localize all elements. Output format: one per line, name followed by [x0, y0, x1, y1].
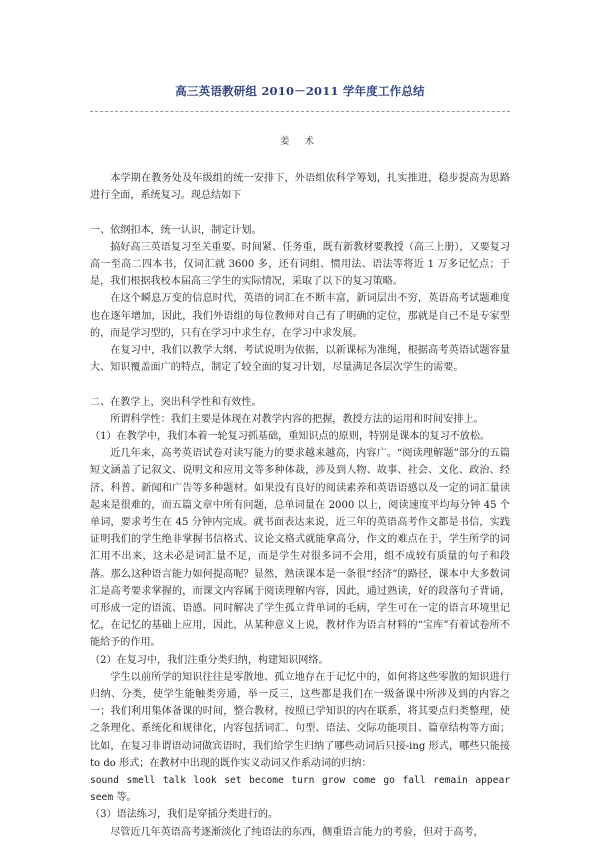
section-2-paragraph-3: 学生以前所学的知识往往是零散地、孤立地存在于记忆中的，如何将这些零散的知识进行归纳、分类，使学生能触类旁通，举一反三，这些都是我们在一级备课中所涉及到的内容之一；我们利用集体备课的时间，整合教材，按照已学知识的内在联系，将其要点归类整理，使之条理化、系统化和规律化，内容包括词汇、句型、语法、交际功能项目、篇章结构等方面；比如，在复习非谓语动词做宾语时，我们给学生归纳了哪些动词后只接-ing 形式，哪些只能接 to do 形式；在教材中出现的既作实义动词又作系动词的归纳：	[90, 671, 510, 769]
section-1-heading: 一、依纲扣本，统一认识，制定计划。	[90, 224, 262, 236]
section-2-paragraph-1: 所谓科学性：我们主要是体现在对教学内容的把握，教授方法的运用和时间安排上。	[110, 413, 484, 425]
section-2-paragraph-2: 近几年来，高考英语试卷对读写能力的要求越来越高，内容广。“阅读理解题”部分的五篇短文涵盖了记叙文、说明文和应用文等多种体裁，涉及到人物、故事、社会、文化、政治、经济、科普、新闻和广告等多种题材。如果没有良好的阅读素养和英语语感以及一定的词汇量读起来是很难的，而五篇文章中所有问题，总单词量在 2000 以上，阅读速度平均每分钟 45 个单词，要求考生在 45 分钟内完成。就书面表达来说，近三年的英语高考作文都是书信，实践证明我们的学生绝非掌握书信格式、议论文格式就能拿高分，作文的难点在于，学生所学的词汇用不出来，这未必是词汇量不足，而是学生对很多词不会用，组不成较有质量的句子和段落。那么这种语言能力如何提高呢？显然，熟读课本是一条很“经济”的路径，课本中大多数词汇是高考要求掌握的，而课文内容属于阅读理解内容，因此，通过熟读，好的段落句子背诵，可形成一定的语流、语感。同时解决了学生孤立背单词的毛病，学生可在一定的语言环境里记忆，在记忆的基础上应用，因此，从某种意义上说，教材作为语言材料的“宝库”有着试卷所不能给予的作用。	[90, 448, 510, 649]
section-2-item-2: （2）在复习中，我们注重分类归纳，构建知识网络。	[90, 654, 329, 666]
verb-list: sound smell talk look set become turn grow come go fall remain appear seem	[90, 775, 510, 804]
section-1-paragraph-3: 在复习中，我们以教学大纲、考试说明为依据，以新课标为准绳，根据高考英语试题容量大、知识覆盖面广的特点，制定了较全面的复习计划，尽量满足各层次学生的需要。	[90, 345, 510, 374]
section-1-paragraph-1: 搞好高三英语复习至关重要。时间紧、任务重，既有新教材要教授（高三上册），又要复习高一至高二四本书，仅词汇就 3600 多，还有词组、惯用法、语法等将近 1 万多记忆点；于是，我们根据我校本届高三学生的实际情况，采取了以下的复习策略。	[90, 241, 510, 288]
section-2-paragraph-4: 尽管近几年英语高考逐渐淡化了纯语法的东西，侧重语言能力的考验，但对于高考，	[110, 826, 484, 838]
verb-list-suffix: 等。	[113, 792, 137, 804]
section-2-item-1: （1）在教学中，我们本着一轮复习抓基础，重知识点的原则，特别是课本的复习不放松。	[90, 431, 491, 443]
intro-paragraph: 本学期在教务处及年级组的统一安排下，外语组依科学筹划，扎实推进，稳步提高为思路进行全面，系统复习。现总结如下	[90, 173, 510, 202]
section-2-heading: 二、在教学上，突出科学性和有效性。	[90, 396, 262, 408]
paragraph-gap	[90, 376, 510, 393]
verb-list-line	[90, 772, 510, 806]
section-1-paragraph-2: 在这个瞬息万变的信息时代，英语的词汇在不断丰富，新词层出不穷，英语高考试题难度也在逐年增加，因此，我们外语组的每位教师对自己有了明确的定位，那就是自己不是专家型的，而是学习型的，只有在学习中求生存，在学习中求发展。	[90, 293, 510, 339]
document-body	[90, 170, 510, 841]
author-name: 姜 术	[279, 136, 321, 147]
paragraph-gap	[90, 204, 510, 221]
title-divider	[90, 111, 510, 112]
section-2-item-3: （3）语法练习，我们是穿插分类进行的。	[90, 809, 279, 821]
document-title: 高三英语教研组 2010－2011 学年度工作总结	[175, 84, 425, 98]
